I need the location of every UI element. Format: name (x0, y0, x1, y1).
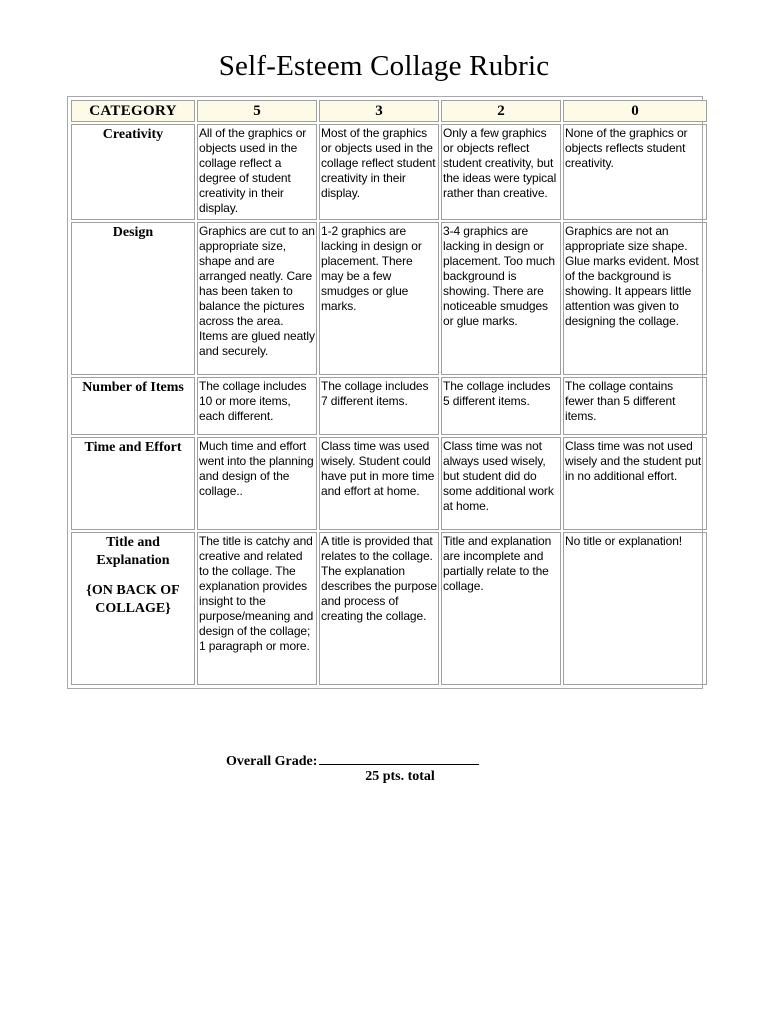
table-row (71, 124, 707, 220)
category-sublabel: {ON BACK OF COLLAGE} (86, 583, 180, 616)
category-label: Time and Effort (84, 440, 182, 455)
row-category-title-and-explanation (71, 532, 195, 685)
category-label: Creativity (102, 127, 164, 142)
category-label: Number of Items (82, 380, 184, 395)
cell-time-and-effort-2: Class time was not always used wisely, but student did do some additional work at home. (441, 437, 561, 530)
points-total: 25 pts. total (365, 769, 435, 784)
page-title: Self-Esteem Collage Rubric (218, 50, 550, 82)
cell-number-of-items-3: The collage includes 7 different items. (319, 377, 439, 435)
cell-title-and-explanation-3: A title is provided that relates to the collage. The explanation describes the purpose and process of creating the collage. (319, 532, 439, 685)
cell-design-3: 1-2 graphics are lacking in design or placement. There may be a few smudges or glue marks. (319, 222, 439, 375)
rubric-table (69, 98, 709, 687)
row-category-design (71, 222, 195, 375)
cell-creativity-2: Only a few graphics or objects reflect student creativity, but the ideas were typical rather than creative. (441, 124, 561, 220)
cell-creativity-0: None of the graphics or objects reflects student creativity. (563, 124, 707, 220)
rubric-table-frame (67, 96, 703, 689)
table-row (71, 222, 707, 375)
cell-design-0: Graphics are not an appropriate size shape. Glue marks evident. Most of the background is showing. It appears little attention was given to designing the collage. (563, 222, 707, 375)
cell-creativity-5: All of the graphics or objects used in the collage reflect a degree of student creativity in their display. (197, 124, 317, 220)
row-category-time-and-effort (71, 437, 195, 530)
header-score-3: 3 (319, 100, 439, 122)
row-category-creativity (71, 124, 195, 220)
cell-title-and-explanation-2: Title and explanation are incomplete and partially relate to the collage. (441, 532, 561, 685)
row-category-number-of-items (71, 377, 195, 435)
overall-grade-label: Overall Grade: (226, 754, 318, 769)
cell-title-and-explanation-5: The title is catchy and creative and related to the collage. The explanation provides insight to the purpose/meaning and design of the collage; 1 paragraph or more. (197, 532, 317, 685)
cell-design-5: Graphics are cut to an appropriate size, shape and are arranged neatly. Care has been taken to balance the pictures across the area. Items are glued neatly and securely. (197, 222, 317, 375)
category-label: Design (112, 225, 154, 240)
cell-number-of-items-0: The collage contains fewer than 5 different items. (563, 377, 707, 435)
cell-time-and-effort-0: Class time was not used wisely and the student put in no additional effort. (563, 437, 707, 530)
cell-creativity-3: Most of the graphics or objects used in the collage reflect student creativity in their display. (319, 124, 439, 220)
table-row (71, 437, 707, 530)
table-row (71, 377, 707, 435)
header-score-0: 0 (563, 100, 707, 122)
header-row (71, 100, 707, 122)
category-label: Title and Explanation (96, 535, 170, 568)
cell-design-2: 3-4 graphics are lacking in design or placement. Too much background is showing. There are noticeable smudges or glue marks. (441, 222, 561, 375)
grade-blank-line (319, 750, 479, 765)
header-score-5: 5 (197, 100, 317, 122)
table-row (71, 532, 707, 685)
cell-title-and-explanation-0: No title or explanation! (563, 532, 707, 685)
header-category: CATEGORY (71, 100, 195, 122)
cell-number-of-items-2: The collage includes 5 different items. (441, 377, 561, 435)
cell-time-and-effort-5: Much time and effort went into the planning and design of the collage.. (197, 437, 317, 530)
header-score-2: 2 (441, 100, 561, 122)
cell-time-and-effort-3: Class time was used wisely. Student could have put in more time and effort at home. (319, 437, 439, 530)
cell-number-of-items-5: The collage includes 10 or more items, each different. (197, 377, 317, 435)
